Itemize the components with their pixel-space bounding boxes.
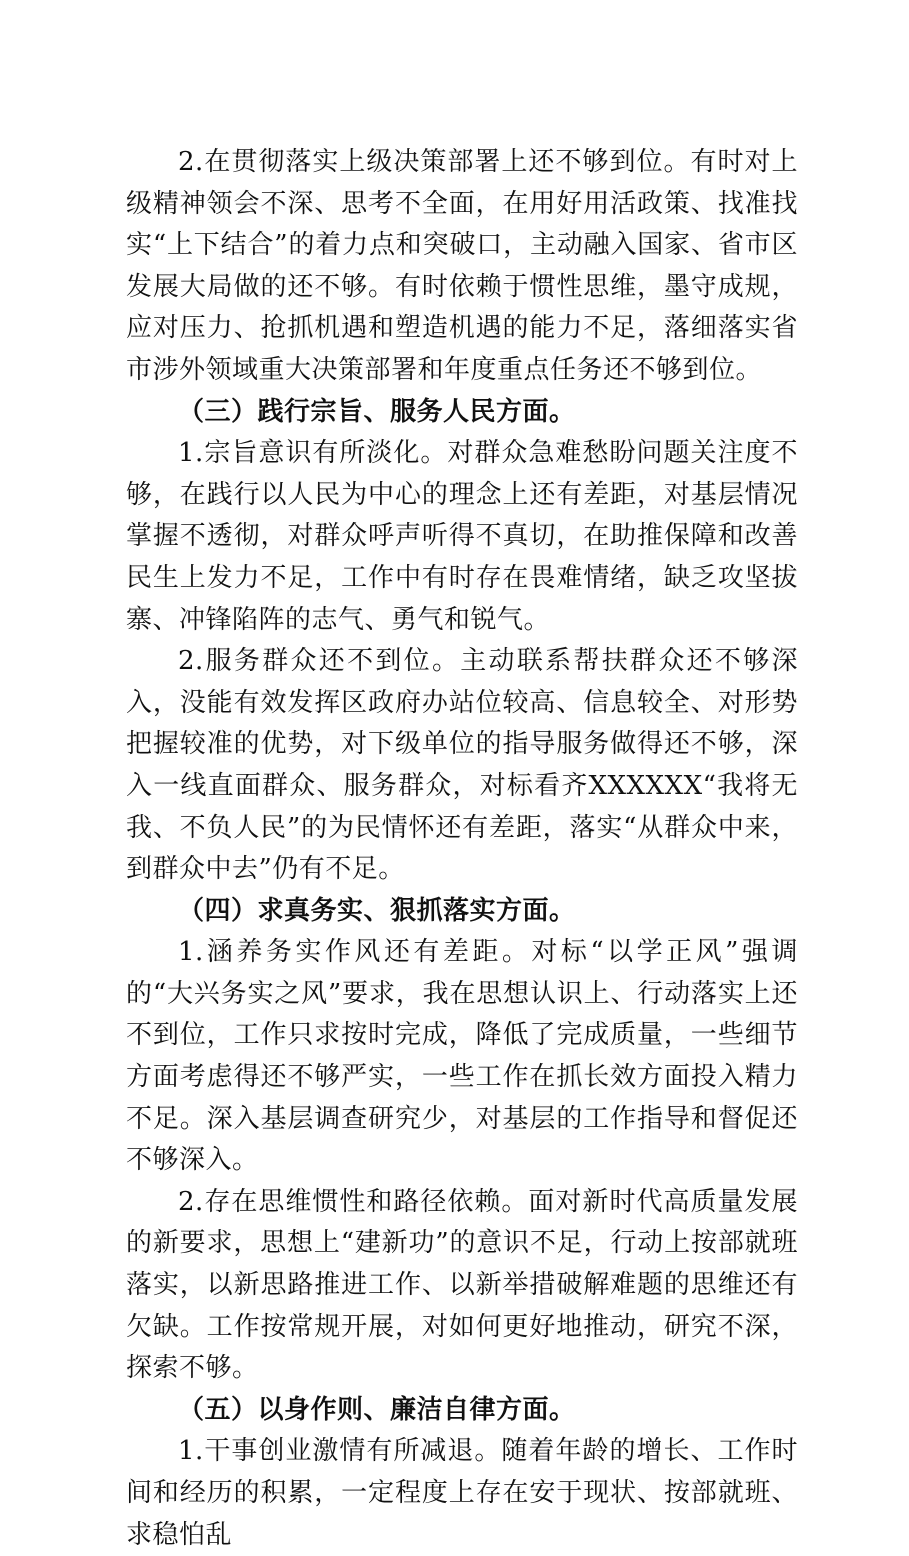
section-heading-practical-work: （四）求真务实、狠抓落实方面。 <box>178 895 576 926</box>
section-heading-serve-people: （三）践行宗旨、服务人民方面。 <box>178 396 576 427</box>
paragraph-purpose-awareness: 1.宗旨意识有所淡化。对群众急难愁盼问题关注度不够，在践行以人民为中心的理念上还有差距，对基层情况掌握不透彻，对群众呼声听得不真切，在助推保障和改善民生上发力不足，工作中有时存在畏难情绪，缺乏攻坚拔寨、冲锋陷阵的志气、勇气和锐气。 <box>126 438 798 635</box>
paragraph-thinking-inertia: 2.存在思维惯性和路径依赖。面对新时代高质量发展的新要求，思想上“建新功”的意识不足，行动上按部就班落实，以新思路推进工作、以新举措破解难题的思维还有欠缺。工作按常规开展，对如何更好地推动，研究不深，探索不够。 <box>126 1186 798 1384</box>
paragraph-practical-style: 1.涵养务实作风还有差距。对标“以学正风”强调的“大兴务实之风”要求，我在思想认识上、行动落实上还不到位，工作只求按时完成，降低了完成质量，一些细节方面考虑得还不够严实，一些工作在抓长效方面投入精力不足。深入基层调查研究少，对基层的工作指导和督促还不够深入。 <box>126 937 798 1176</box>
section-heading-self-discipline: （五）以身作则、廉洁自律方面。 <box>178 1394 576 1425</box>
paragraph-serving-masses: 2.服务群众还不到位。主动联系帮扶群众还不够深入，没能有效发挥区政府办站位较高、信息较全、对形势把握较准的优势，对下级单位的指导服务做得还不够，深入一线直面群众、服务群众，对标看齐XXXXXX“我将无我、不负人民”的为民情怀还有差距，落实“从群众中来，到群众中去”仍有不足。 <box>126 646 798 885</box>
document-body <box>126 142 798 1556</box>
paragraph-enthusiasm-decline: 1.干事创业激情有所减退。随着年龄的增长、工作时间和经历的积累，一定程度上存在安于现状、按部就班、求稳怕乱 <box>126 1436 798 1550</box>
paragraph-decision-implementation: 2.在贯彻落实上级决策部署上还不够到位。有时对上级精神领会不深、思考不全面，在用好用活政策、找准找实“上下结合”的着力点和突破口，主动融入国家、省市区发展大局做的还不够。有时依赖于惯性思维，墨守成规，应对压力、抢抓机遇和塑造机遇的能力不足，落细落实省市涉外领域重大决策部署和年度重点任务还不够到位。 <box>126 147 798 385</box>
